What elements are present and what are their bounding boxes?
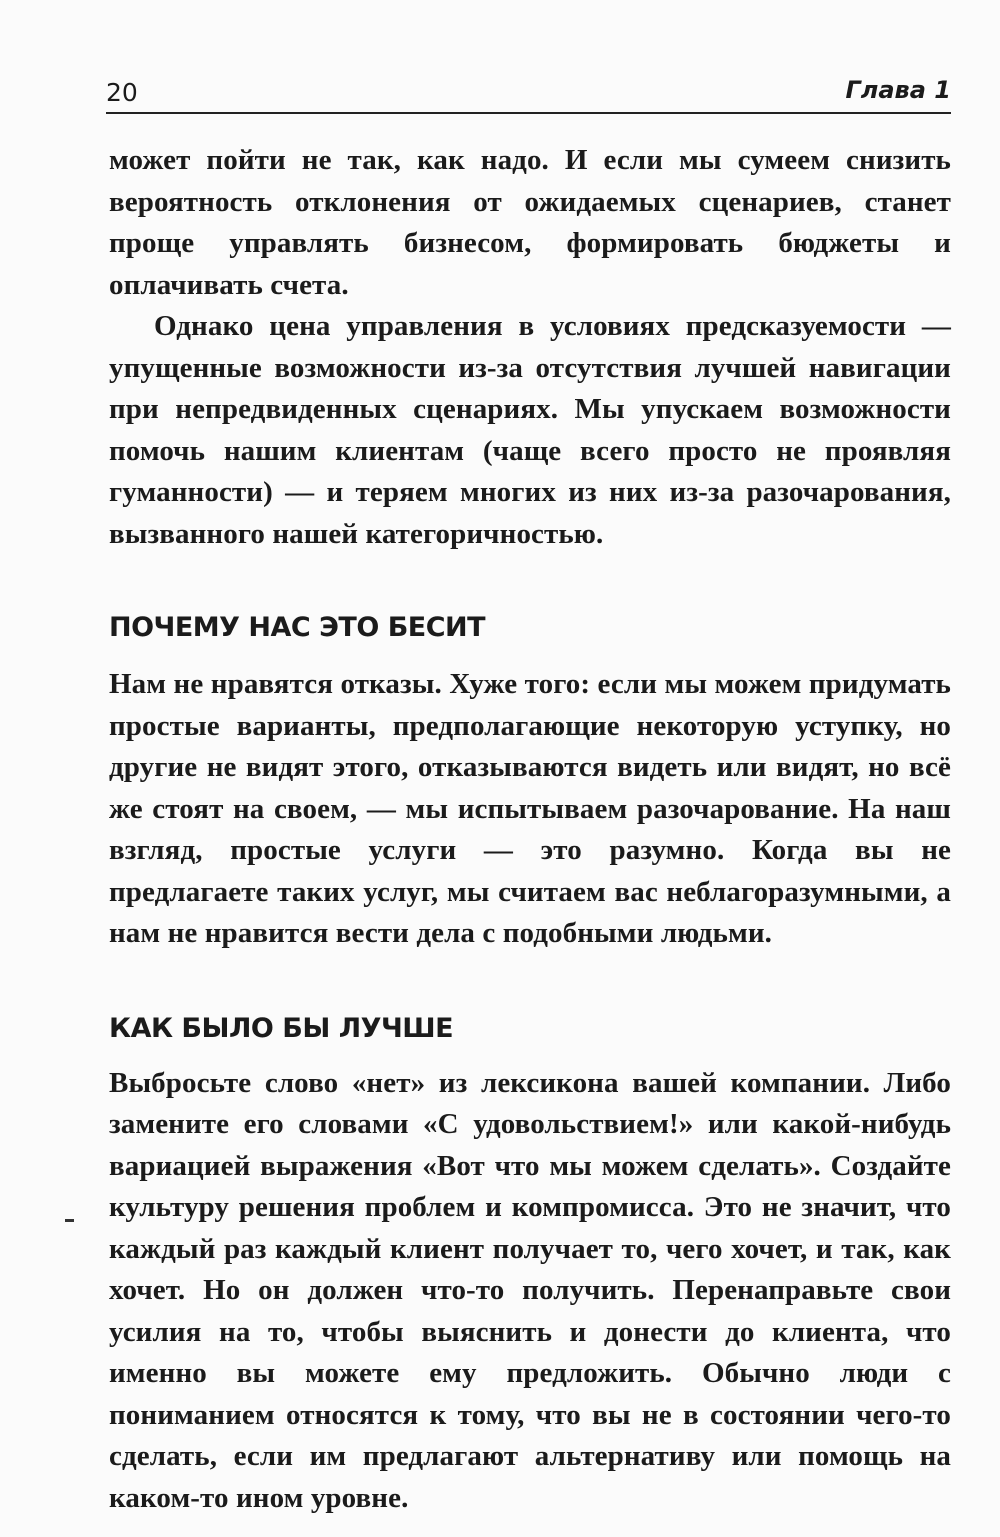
page-number: 20 <box>106 78 138 107</box>
margin-mark <box>65 1219 74 1222</box>
page-content <box>109 140 951 1519</box>
paragraph: Однако цена управления в условиях предсказуемости — упущенные возможности из-за отсутствия лучшей навигации при непредвиденных сценариях. Мы упускаем возможности помочь нашим клиентам (чаще всего просто не проявляя гуманности) — и теряем многих из них из-за разочарования, вызванного нашей категоричностью. <box>109 310 951 550</box>
running-header <box>106 74 951 114</box>
section-heading-how-better: КАК БЫЛО БЫ ЛУЧШЕ <box>109 1012 454 1044</box>
paragraph: Выбросьте слово «нет» из лексикона вашей компании. Либо замените его словами «С удовольствием!» или какой-нибудь вариацией выражения «Вот что мы можем сделать». Создайте культуру решения проблем и компромисса. Это не значит, что каждый раз каждый клиент получает то, чего хочет, и так, как хочет. Но он должен что-то получить. Перенаправьте свои усилия на то, чтобы выяснить и донести до клиента, что именно вы можете ему предложить. Обычно люди с пониманием относятся к тому, что вы не в состоянии чего-то сделать, если им предлагают альтернативу или помощь на каком-то ином уровне. <box>109 1066 951 1514</box>
paragraph: Нам не нравятся отказы. Хуже того: если мы можем придумать простые варианты, предполагающие некоторую уступку, но другие не видят этого, отказываются видеть или видят, но всё же стоят на своем, — мы испытываем разочарование. На наш взгляд, простые услуги — это разумно. Когда вы не предлагаете таких услуг, мы считаем вас неблагоразумными, а нам не нравится вести дела с подобными людьми. <box>109 668 951 949</box>
paragraph-continuation: может пойти не так, как надо. И если мы сумеем снизить вероятность отклонения от ожидаемых сценариев, станет проще управлять бизнесом, формировать бюджеты и оплачивать счета. <box>109 144 951 301</box>
section-heading-why-annoys: ПОЧЕМУ НАС ЭТО БЕСИТ <box>109 612 486 643</box>
chapter-label: Глава 1 <box>845 76 951 104</box>
